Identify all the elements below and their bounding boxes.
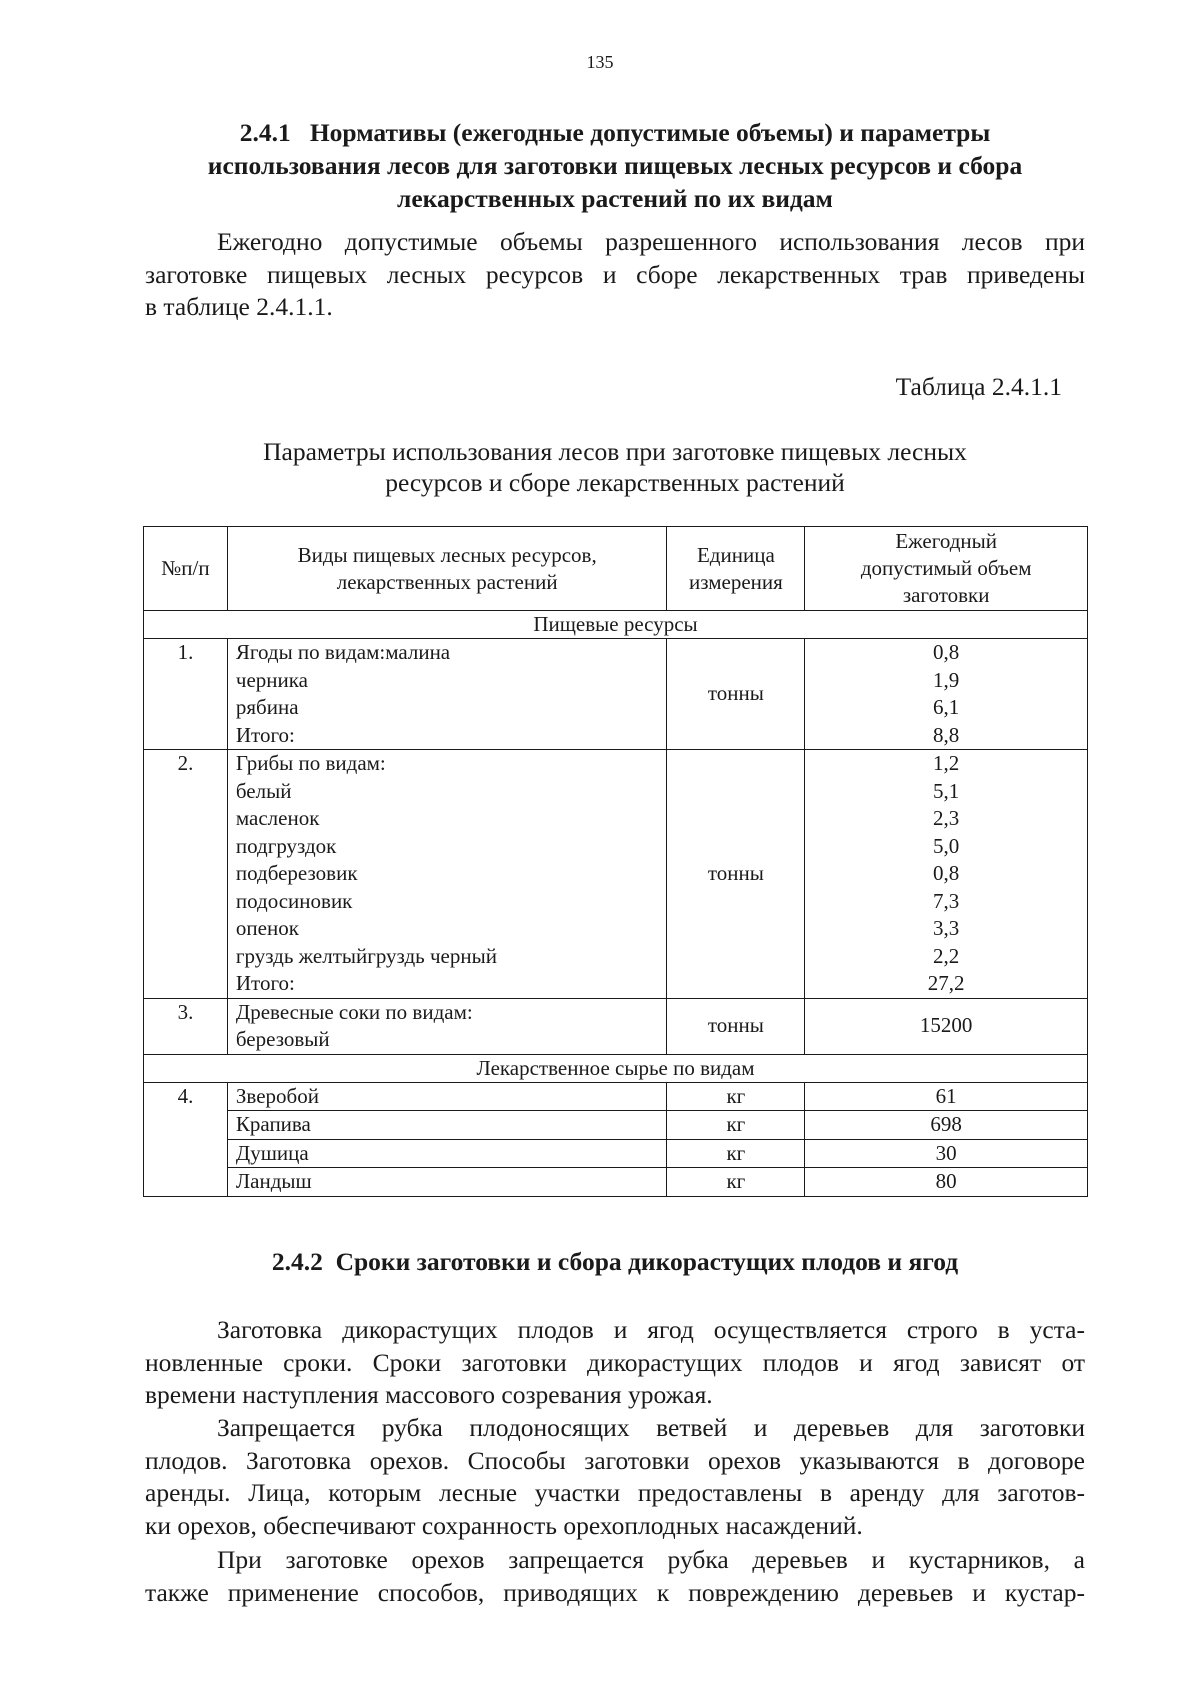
resources-table [143, 526, 1088, 1197]
row-items [227, 750, 667, 999]
row-unit: тонны [667, 998, 805, 1054]
item-name: Древесные соки по видам: [235, 999, 473, 1024]
row-unit: кг [667, 1139, 805, 1168]
paragraph-line: Ежегодно допустимые объемы разрешенного использования лесов при [217, 227, 1085, 256]
item-name: березовый [235, 1027, 330, 1051]
paragraph-nut-restrictions [145, 1544, 1085, 1609]
section-heading-2-4-2 [145, 1245, 1085, 1278]
header-num: №п/п [144, 527, 228, 611]
item-value: 2,2 [933, 943, 960, 968]
row-items [227, 998, 667, 1054]
item-value: 1,2 [933, 751, 960, 775]
item-value: 0,8 [933, 640, 960, 664]
row-values [805, 639, 1088, 750]
item-name: Зверобой [227, 1082, 667, 1111]
item-value: 6,1 [933, 695, 960, 719]
header-unit [667, 527, 805, 611]
header-line: Единица [696, 542, 775, 567]
paragraph-harvest-terms [145, 1314, 1085, 1412]
header-line: лекарственных растений [336, 569, 558, 594]
item-name: Ягоды по видам:малина [235, 640, 451, 664]
caption-line: ресурсов и сборе лекарственных растений [385, 468, 845, 497]
row-values [805, 750, 1088, 999]
paragraph-line: аренды. Лица, которым лесные участки предоставлены в аренду для заготов- [145, 1478, 1085, 1507]
item-name: черника [235, 667, 308, 692]
header-line: заготовки [902, 583, 990, 607]
paragraph-line: также применение способов, приводящих к повреждению деревьев и кустар- [145, 1577, 1085, 1607]
section-row-medicinal [144, 1054, 1088, 1082]
item-value: 2,3 [933, 806, 960, 830]
header-line: Виды пищевых лесных ресурсов, [297, 542, 597, 567]
paragraph-line: новленные сроки. Сроки заготовки дикорастущих плодов и ягод зависят от [145, 1347, 1085, 1377]
row-number: 1. [144, 639, 228, 750]
intro-paragraph [145, 226, 1085, 324]
heading-line: 2.4.2 Сроки заготовки и сбора дикорастущих плодов и ягод [271, 1247, 959, 1276]
section-heading-2-4-1 [145, 116, 1085, 215]
paragraph-line: в таблице 2.4.1.1. [145, 292, 333, 321]
item-name: Ландыш [227, 1168, 667, 1197]
item-name: Итого: [235, 971, 295, 995]
paragraph-line: заготовке пищевых лесных ресурсов и сборе лекарственных трав приведены [145, 259, 1085, 289]
item-value: 5,0 [933, 833, 960, 858]
row-unit: кг [667, 1082, 805, 1111]
table-row [144, 1082, 1088, 1111]
item-value: 7,3 [933, 888, 960, 913]
row-unit: тонны [667, 639, 805, 750]
table-row [144, 1111, 1088, 1140]
item-name: Душица [227, 1139, 667, 1168]
heading-line: лекарственных растений по их видам [397, 184, 833, 213]
table-row [144, 750, 1088, 999]
item-value: 27,2 [927, 971, 965, 995]
item-value: 5,1 [933, 778, 960, 803]
table-header-row [144, 527, 1088, 611]
section-row-food [144, 611, 1088, 639]
row-value: 30 [805, 1139, 1088, 1168]
paragraph-line: Заготовка дикорастущих плодов и ягод осуществляется строго в уста- [217, 1315, 1085, 1344]
table-row [144, 1139, 1088, 1168]
item-name: груздь желтыйгруздь черный [235, 943, 497, 968]
row-unit: тонны [667, 750, 805, 999]
paragraph-nut-harvest [145, 1412, 1085, 1542]
paragraph-line: плодов. Заготовка орехов. Способы заготовки орехов указываются в договоре [145, 1445, 1085, 1475]
table-row [144, 998, 1088, 1054]
header-kind [227, 527, 667, 611]
header-line: допустимый объем [860, 556, 1032, 580]
header-volume [805, 527, 1088, 611]
table-row [144, 639, 1088, 750]
caption-line: Параметры использования лесов при заготовке пищевых лесных [263, 437, 967, 466]
row-value: 61 [805, 1082, 1088, 1111]
row-number: 4. [144, 1082, 228, 1196]
row-value: 80 [805, 1168, 1088, 1197]
item-name: рябина [235, 695, 299, 719]
paragraph-line: Запрещается рубка плодоносящих ветвей и деревьев для заготовки [217, 1413, 1085, 1442]
row-number: 2. [144, 750, 228, 999]
paragraph-line: При заготовке орехов запрещается рубка деревьев и кустарников, а [217, 1545, 1085, 1574]
table-caption [145, 436, 1085, 498]
item-name: опенок [235, 916, 299, 940]
item-name: Итого: [235, 722, 295, 747]
item-name: Крапива [227, 1111, 667, 1140]
page-number: 135 [586, 52, 614, 72]
row-value: 15200 [805, 998, 1088, 1054]
section-label: Пищевые ресурсы [144, 611, 1088, 639]
paragraph-line: времени наступления массового созревания урожая. [145, 1380, 713, 1409]
section-label: Лекарственное сырье по видам [144, 1054, 1088, 1082]
item-name: подберезовик [235, 861, 358, 885]
row-number: 3. [144, 998, 228, 1054]
item-value: 3,3 [933, 916, 960, 940]
heading-line: 2.4.1 Нормативы (ежегодные допустимые объемы) и параметры [239, 118, 991, 147]
item-name: Грибы по видам: [235, 751, 386, 775]
item-name: подосиновик [235, 888, 353, 913]
header-line: Ежегодный [895, 529, 997, 553]
item-name: белый [235, 778, 292, 803]
item-name: подгруздок [235, 833, 337, 858]
heading-line: использования лесов для заготовки пищевых лесных ресурсов и сбора [207, 151, 1023, 180]
row-items [227, 639, 667, 750]
row-unit: кг [667, 1111, 805, 1140]
item-value: 1,9 [933, 667, 960, 692]
row-value: 698 [805, 1111, 1088, 1140]
item-value: 0,8 [933, 861, 960, 885]
table-label: Таблица 2.4.1.1 [895, 372, 1062, 401]
table-row [144, 1168, 1088, 1197]
row-unit: кг [667, 1168, 805, 1197]
paragraph-line: ки орехов, обеспечивают сохранность орехоплодных насаждений. [145, 1510, 863, 1540]
item-name: масленок [235, 806, 320, 830]
header-line: измерения [688, 569, 783, 594]
item-value: 8,8 [933, 722, 960, 747]
